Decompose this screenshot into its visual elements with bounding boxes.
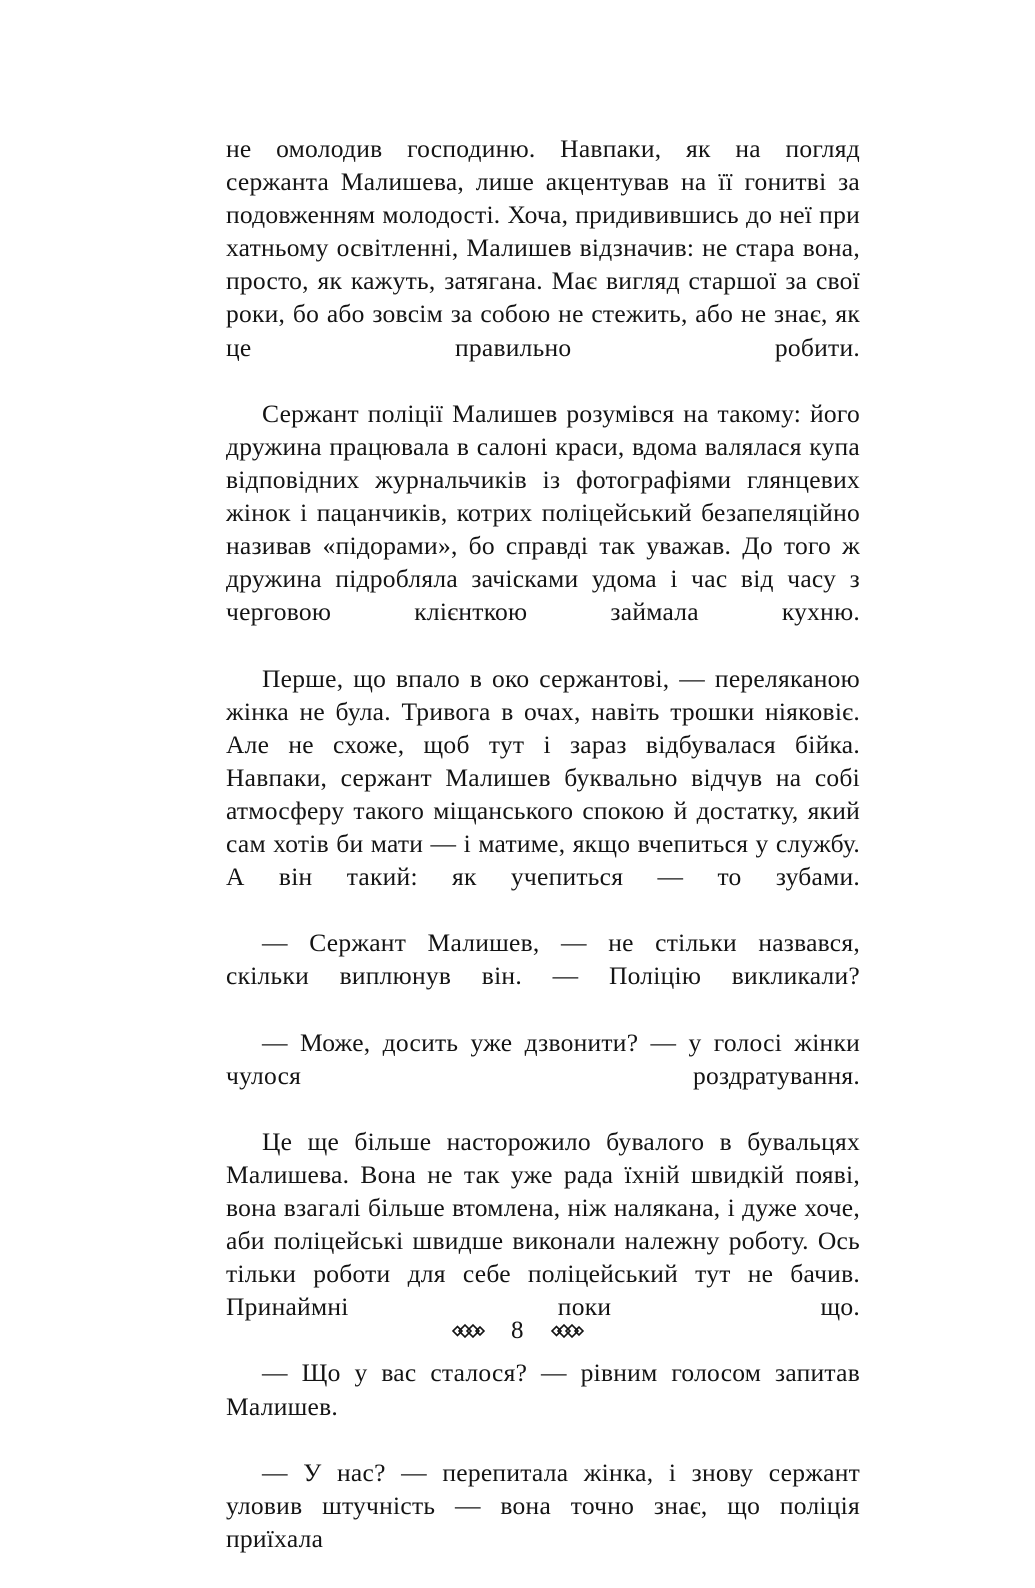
- diamond-cluster-ornament-right: [550, 1322, 584, 1340]
- paragraph-4: Це ще більше насторожило бувалого в бувальцях Малишева. Вона не так уже рада їхній швидкій появі, вона взагалі більше втомлена, ніж налякана, і дуже хоче, аби поліцейські швидше виконали належну роботу. Ось тільки роботи для себе поліцейський тут не бачив. Принаймні поки що.: [226, 1126, 860, 1322]
- paragraph-1: не омолодив господиню. Навпаки, як на погляд сержанта Малишева, лише акцентував на її гонитві за подовженням молодості. Хоча, придивившись до неї при хатньому освітленні, Малишев відзначив: не стара вона, просто, як кажуть, затягана. Має вигляд старшої за свої роки, бо або зовсім за собою не стежить, або не знає, як це правильно робити.: [226, 134, 860, 362]
- paragraph-3: Перше, що впало в око сержантові, — переляканою жінка не була. Тривога в очах, навіть трошки ніяковіє. Але не схоже, щоб тут і зараз відбувалася бійка. Навпаки, сержант Малишев буквально відчув на собі атмосферу такого міщанського спокою й достатку, який сам хотів би мати — і матиме, якщо вчепиться у службу. А він такий: як учепиться — то зубами.: [226, 663, 860, 892]
- paragraph-2: Сержант поліції Малишев розумівся на такому: його дружина працювала в салоні краси, вдома валялася купа відповідних журнальчиків із фотографіями глянцевих жінок і пацанчиків, котрих поліцейський безапеляційно називав «підорами», бо справді так уважав. До того ж дружина підробляла зачісками удома і час від часу з черговою клієнткою займала кухню.: [226, 398, 860, 627]
- dialogue-line-1: — Сержант Малишев, — не стільки назвався, скільки виплюнув він. — Поліцію викликали?: [226, 928, 860, 991]
- dialogue-line-4: — У нас? — перепитала жінка, і знову сержант уловив штучність — вона точно знає, що поліція приїхала: [226, 1457, 860, 1553]
- page-text-block: [226, 132, 860, 1588]
- diamond-cluster-ornament-left: [451, 1322, 485, 1340]
- dialogue-line-3: — Що у вас сталося? — рівним голосом запитав Малишев.: [226, 1358, 860, 1421]
- dialogue-line-2: — Може, досить уже дзвонити? — у голосі жінки чулося роздратування.: [226, 1027, 860, 1090]
- page-number: 8: [511, 1317, 524, 1344]
- page-footer: [0, 1318, 1035, 1343]
